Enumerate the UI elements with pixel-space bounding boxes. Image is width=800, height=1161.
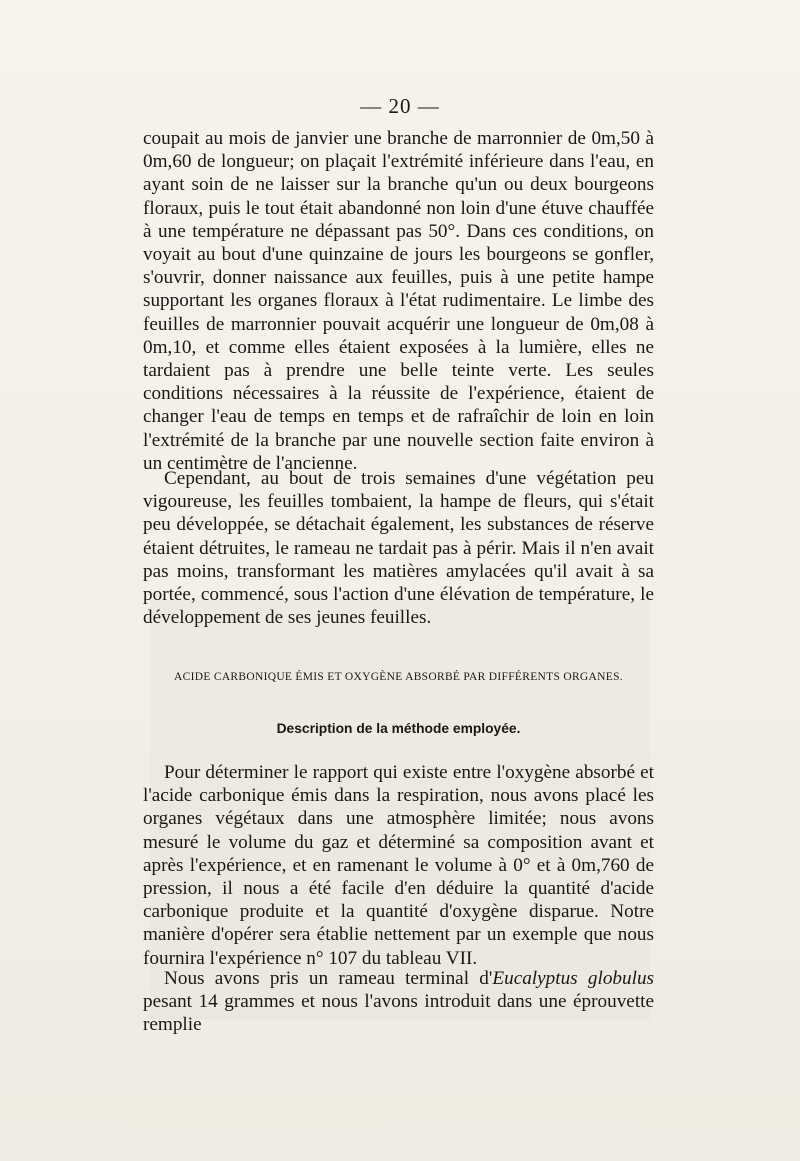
species-name: Eucalyptus globulus bbox=[492, 968, 655, 989]
paragraph-eucalyptus bbox=[143, 967, 654, 1037]
p4-text-end: pesant 14 grammes et nous l'avons introduit dans une éprouvette remplie bbox=[143, 991, 654, 1036]
paragraph-continuation: coupait au mois de janvier une branche de marronnier de 0m,50 à 0m,60 de longueur; on plaçait l'extrémité inférieure dans l'eau, en ayant soin de ne laisser sur la branche qu'un ou deux bourgeons floraux, puis le tout était abandonné non loin d'une étuve chauffée à une température ne dépassant pas 50°. Dans ces conditions, on voyait au bout d'une quinzaine de jours les bourgeons se gonfler, s'ouvrir, donner naissance aux feuilles, puis à une petite hampe supportant les organes floraux à l'état rudimentaire. Le limbe des feuilles de marronnier pouvait acquérir une longueur de 0m,08 à 0m,10, et comme elles étaient exposées à la lumière, elles ne tardaient pas à prendre une belle teinte verte. Les seules conditions nécessaires à la réussite de l'expérience, étaient de changer l'eau de temps en temps et de rafraîchir de loin en loin l'extrémité de la branche par une nouvelle section faite environ à un centimètre de l'ancienne. bbox=[143, 128, 654, 474]
subheading-method: Description de la méthode employée. bbox=[276, 721, 521, 736]
p4-text-start: Nous avons pris un rameau terminal d' bbox=[164, 968, 493, 989]
paragraph-cependant: Cependant, au bout de trois semaines d'une végétation peu vigoureuse, les feuilles tombaient, la hampe de fleurs, qui s'était peu développée, se détachait également, les substances de réserve étaient détruites, le rameau ne tardait pas à périr. Mais il n'en avait pas moins, transformant les matières amylacées qu'il avait à sa portée, commencé, sous l'action d'une élévation de température, le développement de ses jeunes feuilles. bbox=[143, 468, 654, 629]
section-heading: ACIDE CARBONIQUE ÉMIS ET OXYGÈNE ABSORBÉ PAR DIFFÉRENTS ORGANES. bbox=[174, 671, 623, 683]
paragraph-method: Pour déterminer le rapport qui existe entre l'oxygène absorbé et l'acide carbonique émis dans la respiration, nous avons placé les organes végétaux dans une atmosphère limitée; nous avons mesuré le volume du gaz et déterminé sa composition avant et après l'expérience, et en ramenant le volume à 0° et à 0m,760 de pression, il nous a été facile d'en déduire la quantité d'acide carbonique produite et la quantité d'oxygène disparue. Notre manière d'opérer sera établie nettement par un exemple que nous fournira l'expérience n° 107 du tableau VII. bbox=[143, 762, 654, 969]
page-number: — 20 — bbox=[360, 94, 440, 118]
